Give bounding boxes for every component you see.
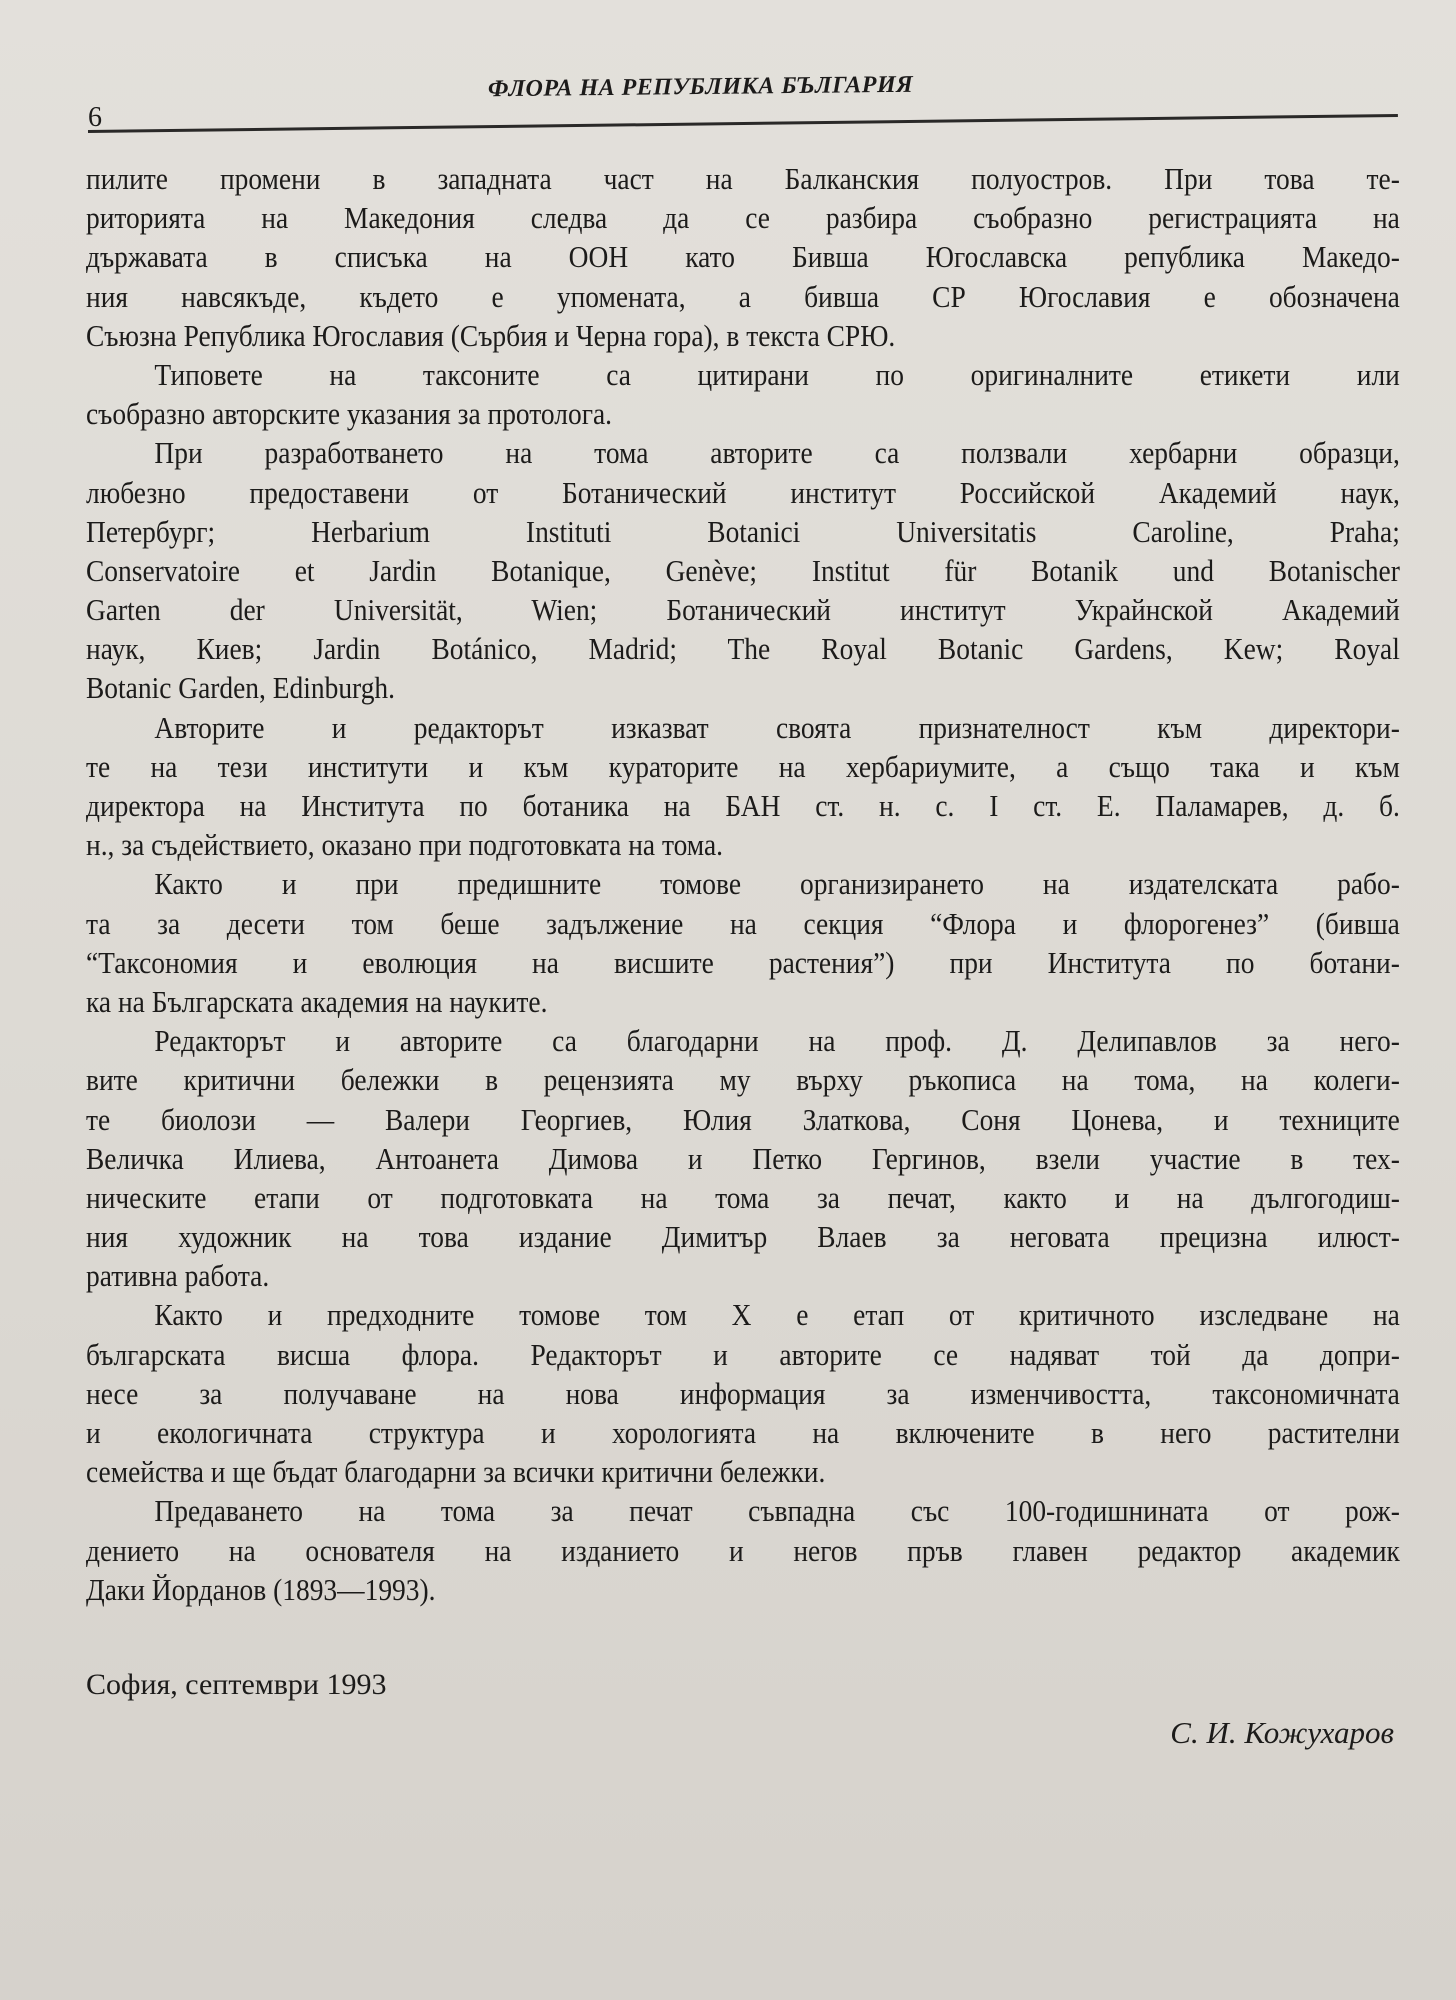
text-line: съобразно авторските указания за протолога. (86, 397, 613, 432)
header-rule (88, 114, 1398, 133)
text-line: н., за съдействието, оказано при подготовката на тома. (86, 828, 724, 863)
text-line: При разработването на тома авторите са ползвали хербарни образци, (154, 436, 1400, 471)
text-line: Типовете на таксоните са цитирани по оригиналните етикети или (154, 357, 1400, 392)
text-line: българската висша флора. Редакторът и авторите се надяват той да допри- (86, 1337, 1400, 1372)
text-line: любезно предоставени от Ботанический институт Российской Академий наук, (86, 475, 1400, 510)
text-line: Съюзна Република Югославия (Сърбия и Черна гора), в текста СРЮ. (86, 318, 896, 353)
paragraph (86, 1022, 1400, 1296)
text-line: вите критични бележки в рецензията му върху ръкописа на тома, на колеги- (86, 1063, 1400, 1098)
page-number: 6 (88, 102, 102, 133)
paragraph (86, 434, 1400, 708)
paragraph (86, 160, 1400, 356)
text-line: “Таксономия и еволюция на висшите растения”) при Института по ботани- (86, 945, 1400, 980)
text-line: ническите етапи от подготовката на тома за печат, както и на дългогодиш- (86, 1180, 1400, 1215)
place-date: София, септември 1993 (86, 1668, 387, 1701)
text-line: те биолози — Валери Георгиев, Юлия Златкова, Соня Цонева, и техниците (86, 1102, 1400, 1137)
text-line: Както и при предишните томове организирането на издателската рабо- (154, 867, 1400, 902)
paragraph (86, 1492, 1400, 1610)
page-body-text (86, 160, 1400, 1610)
text-line: несе за получаване на нова информация за изменчивостта, таксономичната (86, 1376, 1400, 1411)
text-line: та за десети том беше задължение на секция “Флора и флорогенез” (бивша (86, 906, 1400, 941)
text-line: ния навсякъде, където е упомената, а бивша СР Югославия е обозначена (86, 279, 1400, 314)
text-line: Авторите и редакторът изказват своята признателност към директори- (154, 710, 1400, 745)
text-line: наук, Киев; Jardin Botánico, Madrid; The Royal Botanic Gardens, Kew; Royal (86, 632, 1400, 667)
text-line: Предаването на тома за печат съвпадна със 100-годишнината от рож- (154, 1494, 1400, 1529)
text-line: директора на Института по ботаника на БАН ст. н. с. I ст. Е. Паламарев, д. б. (86, 789, 1400, 823)
text-line: Botanic Garden, Edinburgh. (86, 671, 396, 706)
text-line: Даки Йорданов (1893—1993). (86, 1572, 436, 1607)
text-line: Както и предходните томове том X е етап от критичното изследване на (154, 1298, 1400, 1333)
text-line: пилите промени в западната част на Балканския полуостров. При това те- (86, 162, 1400, 196)
text-line: ния художник на това издание Димитър Влаев за неговата прецизна илюст- (86, 1220, 1400, 1255)
paragraph (86, 865, 1400, 1022)
text-line: риторията на Македония следва да се разбира съобразно регистрацията на (86, 201, 1400, 236)
paragraph (86, 709, 1400, 866)
author-signature: С. И. Кожухаров (1170, 1715, 1394, 1750)
text-line: и екологичната структура и хорологията на включените в него растителни (86, 1416, 1400, 1450)
paragraph (86, 356, 1400, 434)
paragraph (86, 1296, 1400, 1492)
text-line: Garten der Universität, Wien; Ботанический институт Украйнской Академий (86, 593, 1400, 628)
text-line: държавата в списъка на ООН като Бивша Югославска република Македо- (86, 240, 1400, 275)
text-line: Редакторът и авторите са благодарни на проф. Д. Делипавлов за него- (154, 1024, 1400, 1059)
text-line: дението на основателя на изданието и негов пръв главен редактор академик (86, 1533, 1400, 1568)
text-line: ративна работа. (86, 1259, 270, 1294)
text-line: Conservatoire et Jardin Botanique, Genève; Institut für Botanik und Botanischer (86, 553, 1400, 588)
text-line: семейства и ще бъдат благодарни за всички критични бележки. (86, 1455, 826, 1490)
text-line: те на тези институти и към кураторите на хербариумите, а също така и към (86, 749, 1400, 784)
page-header (88, 68, 1398, 133)
text-line: ка на Българската академия на науките. (86, 984, 548, 1019)
text-line: Величка Илиева, Антоанета Димова и Петко Гергинов, взели участие в тех- (86, 1141, 1400, 1176)
running-title: ФЛОРА НА РЕПУБЛИКА БЪЛГАРИЯ (488, 71, 914, 103)
text-line: Петербург; Herbarium Instituti Botanici Universitatis Caroline, Praha; (86, 514, 1400, 549)
